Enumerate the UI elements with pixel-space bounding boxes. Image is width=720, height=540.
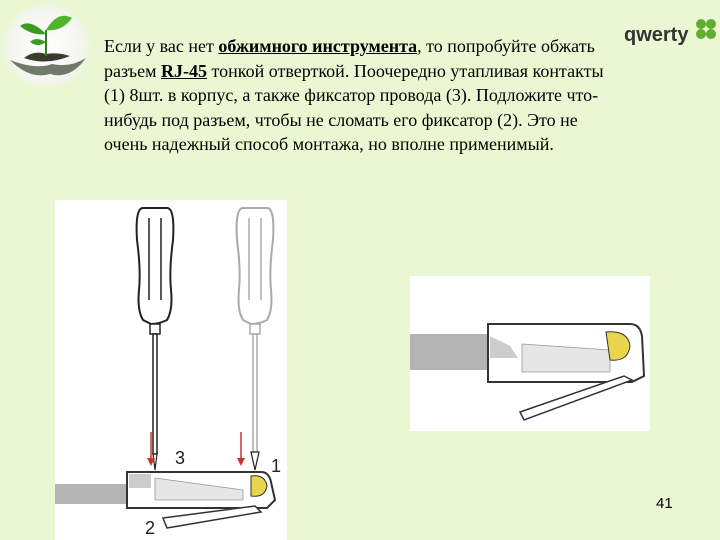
label-1: 1 [271, 456, 282, 476]
sprout-hands-logo [0, 0, 94, 90]
screwdriver-dark-icon [137, 208, 174, 470]
emphasized-term: RJ-45 [160, 60, 207, 81]
paragraph-text: Если у вас нет [104, 36, 219, 56]
qwerty-logo-text: qwerty [624, 24, 689, 46]
clover-icon [696, 19, 716, 39]
instruction-paragraph [104, 34, 624, 157]
emphasized-term: обжимного инструмента [218, 36, 418, 56]
label-2: 2 [145, 518, 156, 538]
rj45-connector-right [488, 324, 644, 420]
screwdriver-light-icon [237, 208, 274, 470]
screwdriver-crimp-figure [55, 200, 287, 540]
press-arrow-right-icon [237, 432, 245, 466]
cable-right [410, 334, 490, 370]
qwerty-logo [620, 14, 720, 54]
label-3: 3 [175, 448, 186, 468]
page-number: 41 [656, 495, 673, 512]
paragraph-text: тонкой отверткой. Поочередно утапливая контакты (1) 8шт. в корпус, а также фиксатор провода (3). Подложите что-нибудь под разъем, чтобы не сломать его фиксатор (2). Это не очень надежный способ монтажа, но вполне применимый. [104, 60, 604, 154]
connector-side-figure [410, 276, 650, 431]
paragraph-text: , то попробуйте обжать разъем [104, 36, 595, 81]
